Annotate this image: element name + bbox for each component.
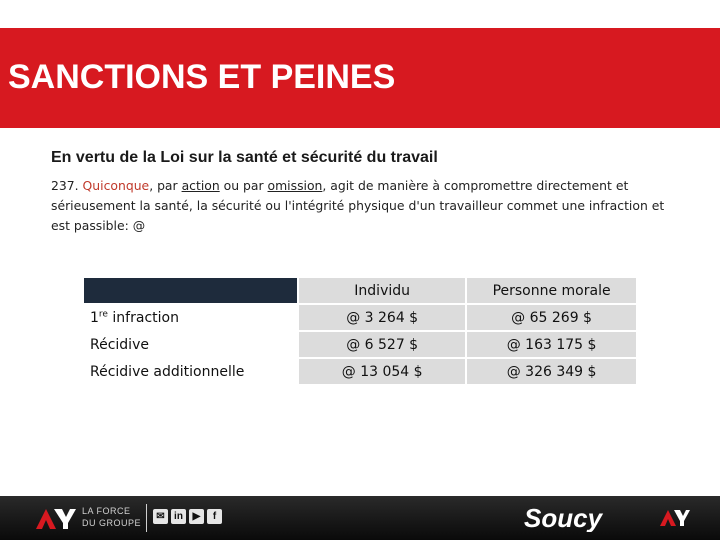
column-header-corporation: Personne morale xyxy=(467,278,636,303)
penalties-table xyxy=(82,276,638,386)
title-banner xyxy=(0,28,720,128)
page-title: SANCTIONS ET PEINES xyxy=(8,58,396,96)
tagline-line: LA FORCE xyxy=(82,506,131,516)
column-header-individual: Individu xyxy=(299,278,465,303)
table-row xyxy=(84,332,636,357)
row-label-main: Récidive xyxy=(90,336,149,353)
footer-tagline xyxy=(82,505,142,529)
corporation-penalty: @ 326 349 $ xyxy=(467,359,636,384)
corporation-penalty: @ 163 175 $ xyxy=(467,332,636,357)
row-label-rest: infraction xyxy=(107,309,179,326)
row-label-superscript: re xyxy=(98,308,108,319)
article-number: 237. xyxy=(51,178,79,193)
law-text-part: , agit de manière à compromettre directement et sérieusement la santé, la sécurité ou l'intégrité physique d'un travailleur commet une infraction et est passible: @ xyxy=(51,178,665,233)
law-text-part: ou par xyxy=(219,178,268,193)
whoever-term: Quiconque xyxy=(82,178,150,193)
individual-penalty: @ 3 264 $ xyxy=(299,305,465,330)
linkedin-icon[interactable]: in xyxy=(171,509,186,524)
table-row xyxy=(84,305,636,330)
individual-penalty: @ 6 527 $ xyxy=(299,332,465,357)
omission-term: omission xyxy=(267,178,323,193)
row-label xyxy=(84,305,297,330)
row-label-main: 1 xyxy=(90,309,99,326)
row-label xyxy=(84,332,297,357)
individual-penalty: @ 13 054 $ xyxy=(299,359,465,384)
table-row xyxy=(84,359,636,384)
footer-bar xyxy=(0,496,720,540)
facebook-icon[interactable]: f xyxy=(207,509,222,524)
law-heading: En vertu de la Loi sur la santé et sécurité du travail xyxy=(51,149,438,166)
youtube-icon[interactable]: ▶ xyxy=(189,509,204,524)
footer-divider xyxy=(146,504,147,532)
row-label-main: Récidive additionnelle xyxy=(90,363,245,380)
svg-text:Soucy: Soucy xyxy=(524,504,603,532)
law-text-part: , par xyxy=(149,178,182,193)
soucy-logo xyxy=(520,504,690,532)
tagline-line: DU GROUPE xyxy=(82,518,142,528)
table-header-row xyxy=(84,278,636,303)
corporation-penalty: @ 65 269 $ xyxy=(467,305,636,330)
envelope-icon[interactable]: ✉ xyxy=(153,509,168,524)
row-label xyxy=(84,359,297,384)
action-term: action xyxy=(181,178,220,193)
header-blank-cell xyxy=(84,278,297,303)
law-article-text xyxy=(51,176,681,236)
social-icons xyxy=(153,509,222,524)
group-logo-icon xyxy=(36,509,76,529)
